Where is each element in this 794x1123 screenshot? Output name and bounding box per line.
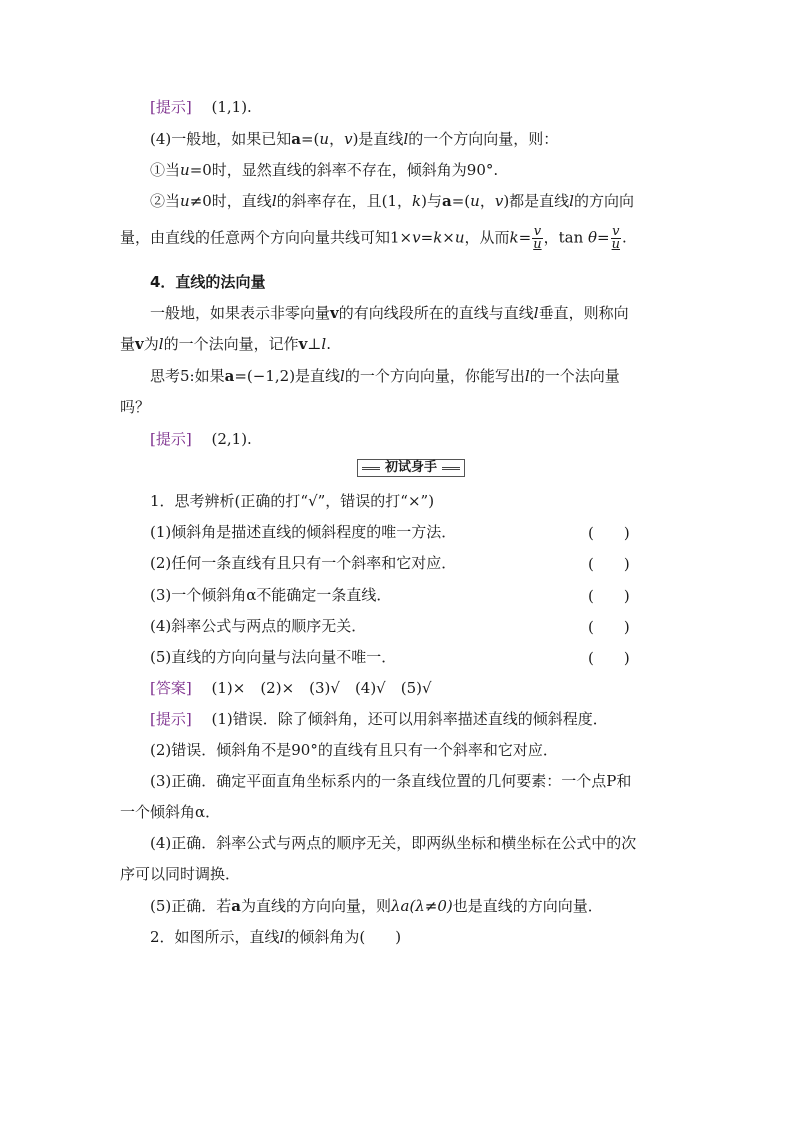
answer-blank: ( ): [588, 555, 630, 573]
text: 的有向线段所在的直线与直线: [338, 304, 534, 322]
question-2: [150, 927, 401, 947]
var-l: l: [533, 304, 539, 322]
text: 的一个方向向量，你能写出: [344, 367, 525, 385]
answer-tag: [答案]: [150, 679, 192, 697]
hint-item-4: (4)正确．斜率公式与两点的顺序无关，即两纵坐标和横坐标在公式中的次: [150, 834, 637, 852]
var-l: l: [524, 367, 530, 385]
normal-vector-def-cont: [120, 334, 331, 354]
text: 的斜率存在，且(1，: [276, 192, 413, 210]
hint-tag: [提示]: [150, 430, 192, 448]
answer-line: [150, 678, 432, 698]
text: 量，由直线的任意两个方向向量共线可知1×: [120, 228, 413, 247]
denominator: u: [611, 237, 620, 252]
list-item: (5)直线的方向向量与法向量不唯一．: [150, 648, 397, 666]
answer-blank: ( ): [588, 524, 630, 542]
text: 为: [143, 335, 159, 353]
text: )与: [421, 192, 442, 210]
text: )是直线: [352, 130, 404, 148]
var-l: l: [321, 335, 327, 353]
answer-blank: ( ): [588, 587, 630, 605]
text: )都是直线: [503, 192, 570, 210]
var-u: u: [470, 192, 480, 210]
text: =(−1,2)是直线: [234, 367, 341, 385]
vector-v: v: [135, 335, 144, 353]
var-u: u: [319, 130, 330, 148]
text: 量: [120, 335, 136, 353]
text: ②当: [150, 192, 181, 210]
case-1: [150, 160, 498, 180]
text: =: [518, 228, 532, 247]
vector-v: v: [330, 304, 339, 322]
hint-text: (2,1).: [211, 430, 252, 448]
var-l: l: [271, 192, 277, 210]
text: =(: [451, 192, 471, 210]
var-l: l: [569, 192, 574, 210]
text: ，从而: [464, 228, 510, 247]
list-item: (2)任何一条直线有且只有一个斜率和它对应．: [150, 554, 457, 572]
text: 2．如图所示，直线: [150, 928, 280, 946]
answer-blank: ( ): [588, 618, 630, 636]
list-item: (3)一个倾斜角α不能确定一条直线．: [150, 586, 392, 604]
text: .: [326, 335, 331, 353]
text: 的一个方向向量，则：: [408, 130, 559, 148]
case-2: [150, 191, 634, 211]
var-v: v: [412, 228, 421, 247]
numerator: v: [533, 224, 542, 239]
text: 一般地，如果表示非零向量: [150, 304, 331, 322]
text: 也是直线的方向向量．: [452, 897, 603, 915]
lambda-a: λa(λ≠0): [391, 897, 453, 915]
text: 的一个法向量: [529, 367, 620, 385]
var-u: u: [454, 228, 465, 247]
text: =0时，显然直线的斜率不存在，倾斜角为90°.: [189, 161, 499, 179]
hint-text: (1)错误．除了倾斜角，还可以用斜率描述直线的倾斜程度．: [211, 710, 608, 728]
text: 的倾斜角为( ): [284, 928, 402, 946]
list-item: (1)倾斜角是描述直线的倾斜程度的唯一方法．: [150, 523, 457, 541]
text: ⊥: [307, 335, 322, 353]
fraction-v-over-u: [611, 226, 621, 251]
hint-item-3: (3)正确．确定平面直角坐标系内的一条直线位置的几何要素：一个点P和: [150, 772, 632, 790]
text: 思考5:如果: [150, 367, 225, 385]
case-2-continued: [120, 226, 627, 251]
section-banner: 初试身手: [357, 459, 465, 477]
vector-a: a: [441, 192, 452, 210]
var-u: u: [180, 192, 190, 210]
var-k: k: [509, 228, 519, 247]
question-1: 1．思考辨析(正确的打“√”，错误的打“×”): [150, 492, 435, 510]
text: =(: [300, 130, 320, 148]
text: ×: [442, 228, 455, 247]
text: (4)一般地，如果已知: [150, 130, 292, 148]
section-heading: 4．直线的法向量: [150, 273, 266, 291]
answer-text: (1)× (2)× (3)√ (4)√ (5)√: [211, 679, 432, 697]
text: 垂直，则称向: [538, 304, 629, 322]
var-l: l: [403, 130, 409, 148]
think-5-cont: 吗？: [120, 398, 151, 416]
text: =: [597, 228, 610, 247]
var-theta: θ: [588, 228, 598, 247]
fraction-v-over-u: [532, 226, 542, 251]
vector-a: a: [231, 897, 241, 915]
hint-line-1: [150, 97, 252, 117]
var-v: v: [344, 130, 353, 148]
normal-vector-def: [150, 303, 629, 323]
text: ，tan: [543, 228, 584, 247]
text: ，: [329, 130, 345, 148]
hint-tag: [提示]: [150, 710, 192, 728]
vector-a: a: [291, 130, 301, 148]
text: ≠0时，直线: [189, 192, 272, 210]
vector-a: a: [224, 367, 235, 385]
numerator: v: [612, 224, 620, 239]
text: 的一个法向量，记作: [163, 335, 299, 353]
text: (5)正确．若: [150, 897, 232, 915]
text: =: [420, 228, 434, 247]
denominator: u: [533, 237, 542, 252]
paragraph-4: [150, 129, 558, 149]
var-v: v: [494, 192, 504, 210]
vector-v: v: [298, 335, 308, 353]
var-k: k: [433, 228, 443, 247]
var-l: l: [158, 335, 164, 353]
hint-tag: [提示]: [150, 98, 192, 116]
text: .: [622, 228, 627, 247]
text: ，: [479, 192, 495, 210]
think-5: [150, 366, 620, 386]
hint-item-5: [150, 896, 603, 916]
hint-item-4-cont: 序可以同时调换．: [120, 865, 241, 883]
text: ①当: [150, 161, 181, 179]
text: 为直线的方向向量，则: [240, 897, 391, 915]
var-u: u: [180, 161, 190, 179]
answer-blank: ( ): [588, 649, 630, 667]
hint-item-1: [150, 709, 608, 729]
var-k: k: [412, 192, 422, 210]
var-l: l: [279, 928, 285, 946]
hint-item-3-cont: 一个倾斜角α．: [120, 803, 221, 821]
text: 的方向向: [573, 192, 634, 210]
var-l: l: [340, 367, 345, 385]
list-item: (4)斜率公式与两点的顺序无关．: [150, 617, 367, 635]
hint-line-2: [150, 429, 252, 449]
hint-item-2: (2)错误．倾斜角不是90°的直线有且只有一个斜率和它对应．: [150, 741, 558, 759]
hint-text: (1,1).: [211, 98, 252, 116]
